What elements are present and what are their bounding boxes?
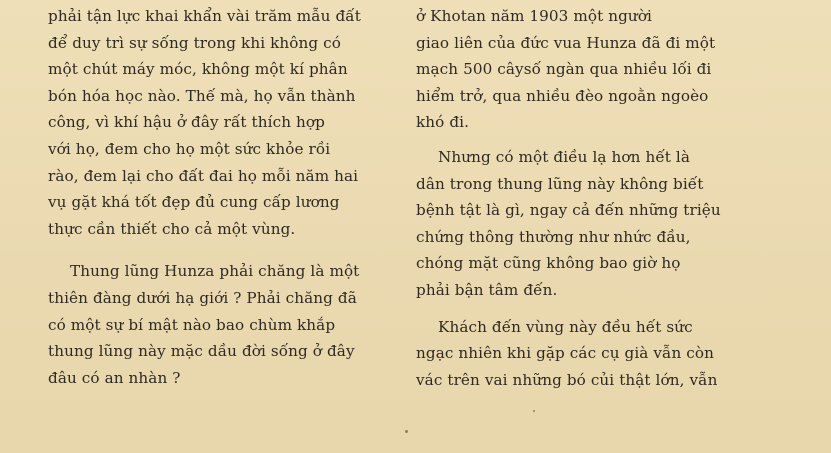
text-line: vác trên vai những bó củi thật lớn, vẫn <box>416 370 718 389</box>
right-paragraph-2 <box>416 144 766 304</box>
paragraph-gap <box>416 304 766 314</box>
paragraph-gap <box>48 242 398 258</box>
text-line: với họ, đem cho họ một sức khỏe rồi <box>48 139 331 158</box>
text-line: khó đi. <box>416 113 470 132</box>
paragraph-gap <box>416 136 766 144</box>
text-line: hiểm trở, qua nhiều đèo ngoằn ngoèo <box>416 86 709 105</box>
text-line: giao liên của đức vua Hunza đã đi một <box>416 33 716 52</box>
text-line: chóng mặt cũng không bao giờ họ <box>416 254 681 273</box>
text-line: chứng thông thường như nhức đầu, <box>416 227 691 246</box>
text-line: Khách đến vùng này đều hết sức <box>438 317 693 336</box>
text-line: dân trong thung lũng này không biết <box>416 174 704 193</box>
text-line: Nhưng có một điều lạ hơn hết là <box>438 147 691 166</box>
text-line: Thung lũng Hunza phải chăng là một <box>70 262 360 281</box>
text-line: ngạc nhiên khi gặp các cụ già vẫn còn <box>416 344 715 363</box>
text-line: rào, đem lại cho đất đai họ mỗi năm hai <box>48 166 359 185</box>
text-line: đâu có an nhàn ? <box>48 368 181 387</box>
text-line: có một sự bí mật nào bao chùm khắp <box>48 315 336 334</box>
text-line: bón hóa học nào. Thế mà, họ vẫn thành <box>48 86 356 105</box>
paper-speck <box>405 430 408 433</box>
left-column <box>48 3 398 391</box>
right-paragraph-1 <box>416 3 766 136</box>
text-line: bệnh tật là gì, ngay cả đến những triệu <box>416 201 721 220</box>
text-line: mạch 500 câysố ngàn qua nhiều lối đi <box>416 60 712 79</box>
text-line: thung lũng này mặc dầu đời sống ở đây <box>48 342 355 361</box>
text-line: một chút máy móc, không một kí phân <box>48 60 348 79</box>
text-line: ở Khotan năm 1903 một người <box>416 7 653 25</box>
text-line: thiên đàng dưới hạ giới ? Phải chăng đã <box>48 288 357 307</box>
text-line: vụ gặt khá tốt đẹp đủ cung cấp lương <box>48 193 340 212</box>
right-column <box>416 3 766 393</box>
paper-speck <box>533 410 535 412</box>
text-line: phải tận lực khai khẩn vài trăm mẫu đất <box>48 7 361 25</box>
text-line: để duy trì sự sống trong khi không có <box>48 33 341 52</box>
text-line: thực cần thiết cho cả một vùng. <box>48 219 296 238</box>
text-line: phải bận tâm đến. <box>416 280 558 299</box>
left-paragraph-2 <box>48 258 398 391</box>
right-paragraph-3 <box>416 314 766 394</box>
text-line: công, vì khí hậu ở đây rất thích hợp <box>48 113 325 132</box>
left-paragraph-1 <box>48 3 398 242</box>
